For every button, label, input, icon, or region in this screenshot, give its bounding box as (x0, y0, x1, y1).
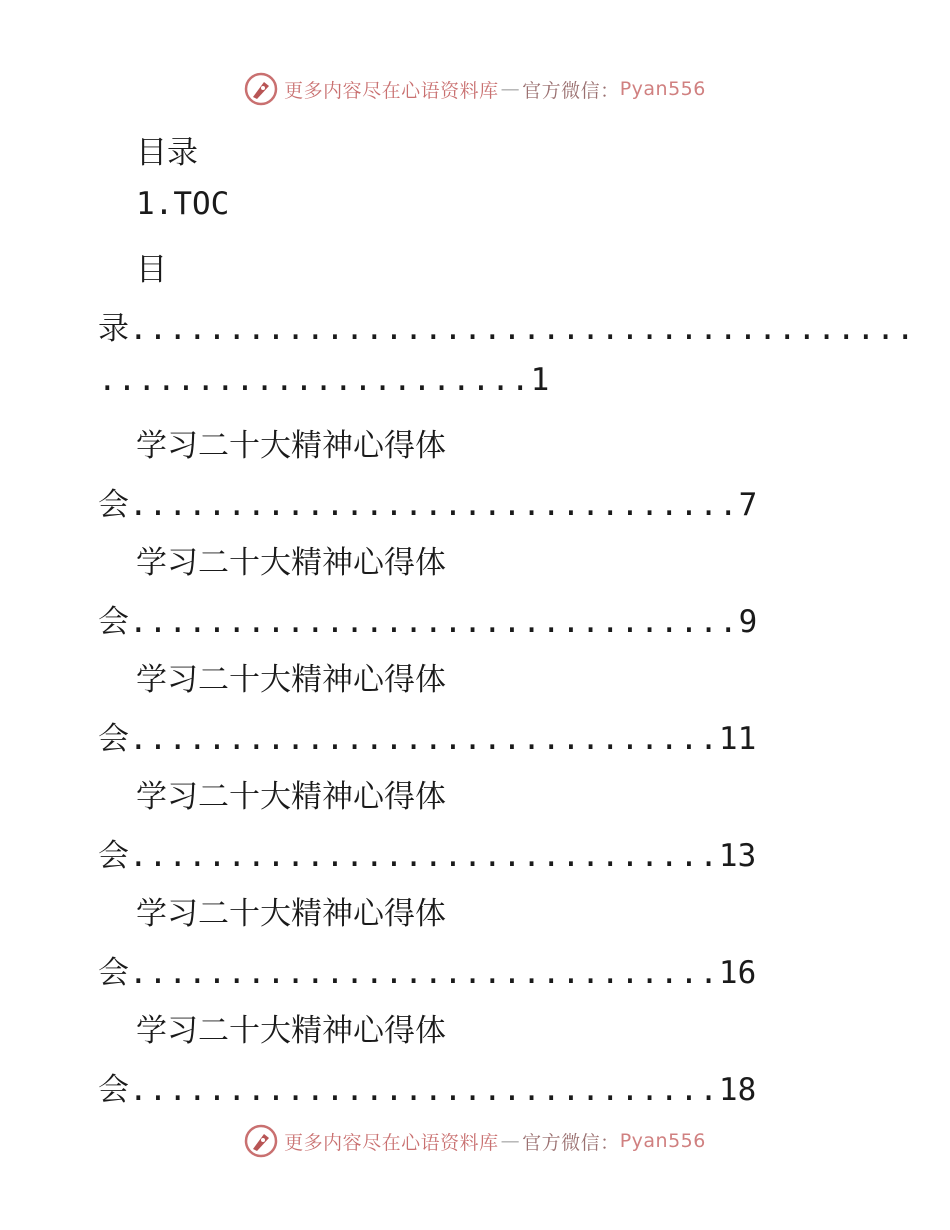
toc-entry-3-page: 11 (718, 721, 757, 757)
toc-entry-0-leader-2: ...................... (98, 362, 531, 398)
toc-entry-1-title: 学习二十大精神心得体 (136, 428, 446, 464)
watermark-code: Pyan556 (619, 78, 706, 100)
toc-entry-2-line (98, 596, 757, 641)
watermark-footer (0, 1124, 950, 1158)
toc-entry-0-tail: 录 (98, 311, 129, 347)
toc-entry-6-line (98, 1064, 756, 1109)
toc-entry-6-page: 18 (718, 1072, 757, 1108)
watermark-dash: — (500, 1130, 521, 1152)
toc-entry-0-title: 目 (136, 252, 167, 288)
watermark-secondary-text: 官方微信： (522, 79, 620, 102)
toc-entry-0-page: 1 (530, 362, 550, 398)
toc-entry-2-title: 学习二十大精神心得体 (136, 545, 446, 581)
toc-entry-6-title: 学习二十大精神心得体 (136, 1013, 446, 1049)
toc-entry-3-title: 学习二十大精神心得体 (136, 662, 446, 698)
toc-heading: 目录 (136, 135, 198, 171)
toc-entry-4-title: 学习二十大精神心得体 (136, 779, 446, 815)
toc-entry-3-tail: 会 (98, 721, 129, 757)
toc-entry-5-line (98, 947, 756, 992)
toc-entry-6-leader: .............................. (129, 1072, 719, 1108)
toc-entry-3-line (98, 713, 756, 758)
toc-entry-2-leader: ............................... (129, 604, 739, 640)
toc-entry-4-line (98, 830, 756, 875)
watermark-secondary-text: 官方微信： (522, 1131, 620, 1154)
toc-entry-2-page: 9 (738, 604, 758, 640)
toc-entry-5-title: 学习二十大精神心得体 (136, 896, 446, 932)
watermark-main-text: 更多内容尽在心语资料库 (284, 79, 499, 102)
toc-entry-1-line (98, 479, 757, 524)
toc-entry-4-page: 13 (718, 838, 757, 874)
toc-entry-1-leader: ............................... (129, 487, 739, 523)
pen-nib-logo-icon (244, 1124, 278, 1158)
toc-entry-0-leader-1: ........................................ (129, 311, 916, 347)
watermark-main-text: 更多内容尽在心语资料库 (284, 1131, 499, 1154)
toc-entry-6-tail: 会 (98, 1072, 129, 1108)
watermark-header (0, 72, 950, 106)
toc-entry-5-tail: 会 (98, 955, 129, 991)
toc-entry-1-page: 7 (738, 487, 758, 523)
toc-entry-3-leader: .............................. (129, 721, 719, 757)
pen-nib-logo-icon (244, 72, 278, 106)
toc-field-code: 1.TOC (136, 186, 230, 222)
toc-entry-1-tail: 会 (98, 487, 129, 523)
toc-entry-2-tail: 会 (98, 604, 129, 640)
toc-entry-5-page: 16 (718, 955, 757, 991)
toc-entry-5-leader: .............................. (129, 955, 719, 991)
toc-entry-0-line (98, 303, 916, 348)
watermark-dash: — (500, 78, 521, 100)
toc-entry-4-tail: 会 (98, 838, 129, 874)
watermark-code: Pyan556 (619, 1130, 706, 1152)
toc-entry-4-leader: .............................. (129, 838, 719, 874)
toc-entry-0-line-2 (98, 362, 549, 398)
